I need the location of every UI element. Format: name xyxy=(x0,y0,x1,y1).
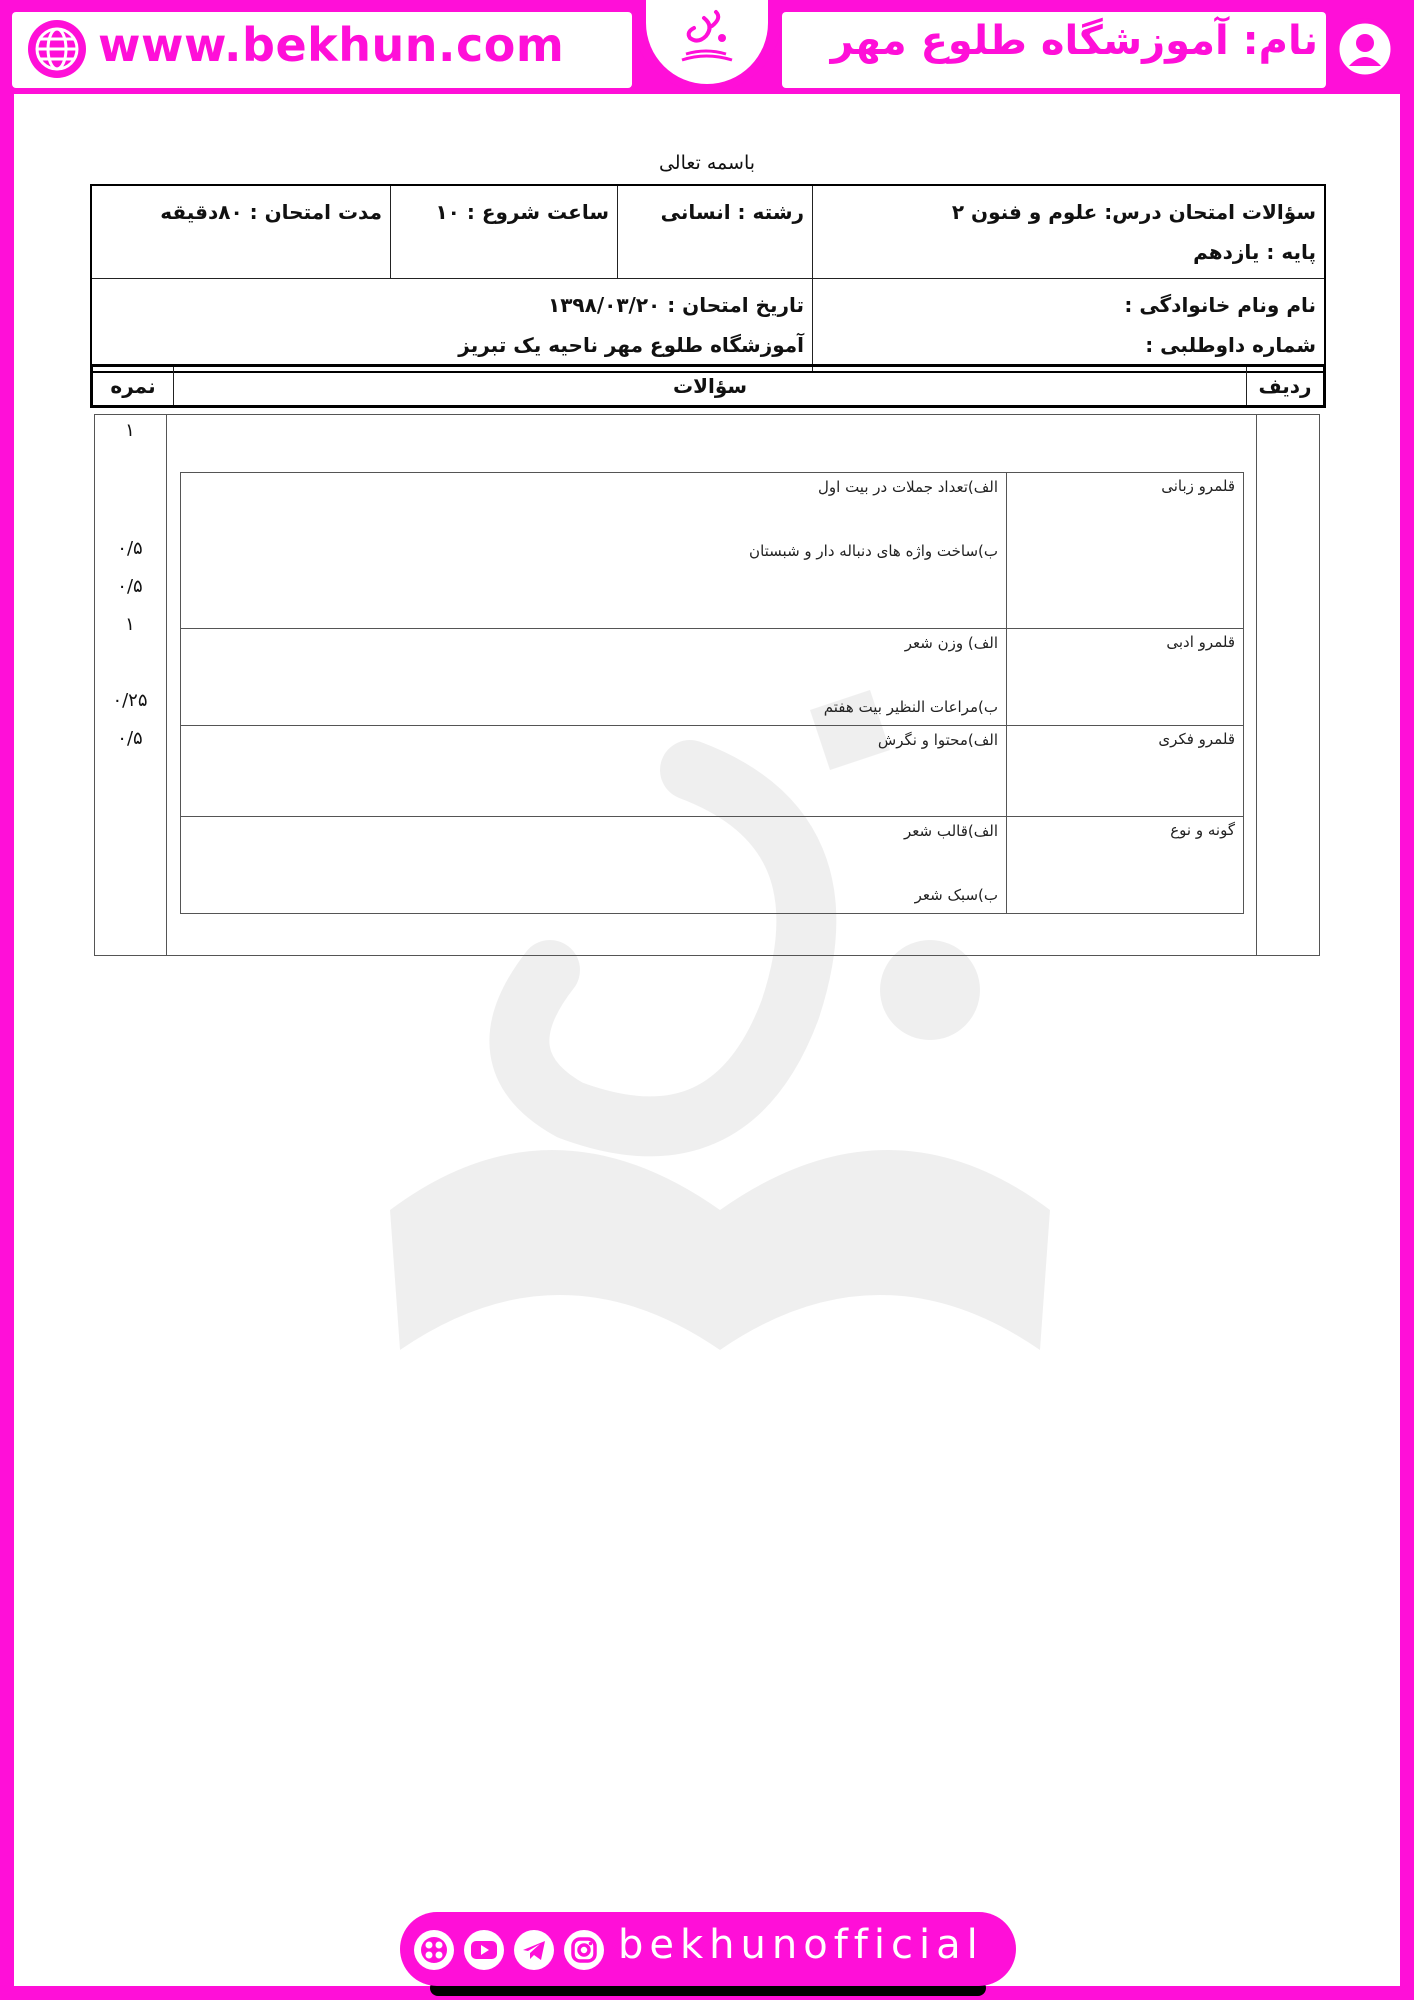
score-item: ۰/۵ xyxy=(117,728,143,749)
section-topic: قلمرو فکری xyxy=(1007,726,1244,817)
score-column-divider xyxy=(166,414,167,956)
exam-date: تاریخ امتحان : ۱۳۹۸/۰۳/۲۰ xyxy=(547,293,804,317)
school-full-name: آموزشگاه طلوع مهر ناحیه یک تبریز xyxy=(458,333,804,357)
frame-left xyxy=(0,0,14,2000)
start-time: ساعت شروع : ۱۰ xyxy=(435,200,609,224)
row-column-divider xyxy=(1256,414,1257,956)
user-icon xyxy=(1334,18,1396,80)
grade: پایه : یازدهم xyxy=(1193,240,1316,264)
site-url[interactable]: www.bekhun.com xyxy=(98,18,565,72)
frame-right xyxy=(1400,0,1414,2000)
section-topic: قلمرو ادبی xyxy=(1007,629,1244,726)
candidate-number-label: شماره داوطلبی : xyxy=(1145,333,1316,357)
section-topic: گونه و نوع xyxy=(1007,817,1244,914)
question-item: الف)قالب شعر xyxy=(903,822,998,840)
instagram-icon[interactable] xyxy=(564,1930,604,1970)
column-questions: سؤالات xyxy=(174,366,1247,407)
name-field-label: نام ونام خانوادگی : xyxy=(1124,293,1316,317)
exam-title: سؤالات امتحان درس: علوم و فنون ۲ xyxy=(951,200,1316,224)
bekhun-logo-mark xyxy=(646,0,768,84)
score-item: ۰/۵ xyxy=(117,576,143,597)
column-score: نمره xyxy=(92,366,174,407)
social-handle[interactable]: bekhunofficial xyxy=(618,1922,984,1968)
question-item: الف)محتوا و نگرش xyxy=(877,731,998,749)
score-item: ۱ xyxy=(125,420,135,441)
column-row: ردیف xyxy=(1247,366,1325,407)
globe-icon xyxy=(26,18,88,80)
score-item: ۰/۵ xyxy=(117,538,143,559)
question-item: ب)مراعات النظیر بیت هفتم xyxy=(823,698,998,716)
exam-info-table xyxy=(90,184,1326,373)
score-item: ۰/۲۵ xyxy=(112,690,148,711)
questions-table xyxy=(180,472,1244,914)
question-item: ب)سبک شعر xyxy=(914,886,998,904)
bismillah: باسمه تعالی xyxy=(658,152,756,174)
bekhun-logo xyxy=(632,0,782,92)
telegram-icon[interactable] xyxy=(514,1930,554,1970)
questions-header xyxy=(90,364,1326,408)
aparat-icon[interactable] xyxy=(414,1930,454,1970)
score-item: ۱ xyxy=(125,614,135,635)
section-topic: قلمرو زبانی xyxy=(1007,473,1244,629)
school-name: نام: آموزشگاه طلوع مهر xyxy=(830,18,1318,64)
question-item: الف) وزن شعر xyxy=(904,634,998,652)
exam-duration: مدت امتحان : ۸۰دقیقه xyxy=(160,200,382,224)
question-item: ب)ساخت واژه های دنباله دار و شبستان xyxy=(749,542,998,560)
youtube-icon[interactable] xyxy=(464,1930,504,1970)
question-item: الف)تعداد جملات در بیت اول xyxy=(818,478,998,496)
field: رشته : انسانی xyxy=(660,200,804,224)
